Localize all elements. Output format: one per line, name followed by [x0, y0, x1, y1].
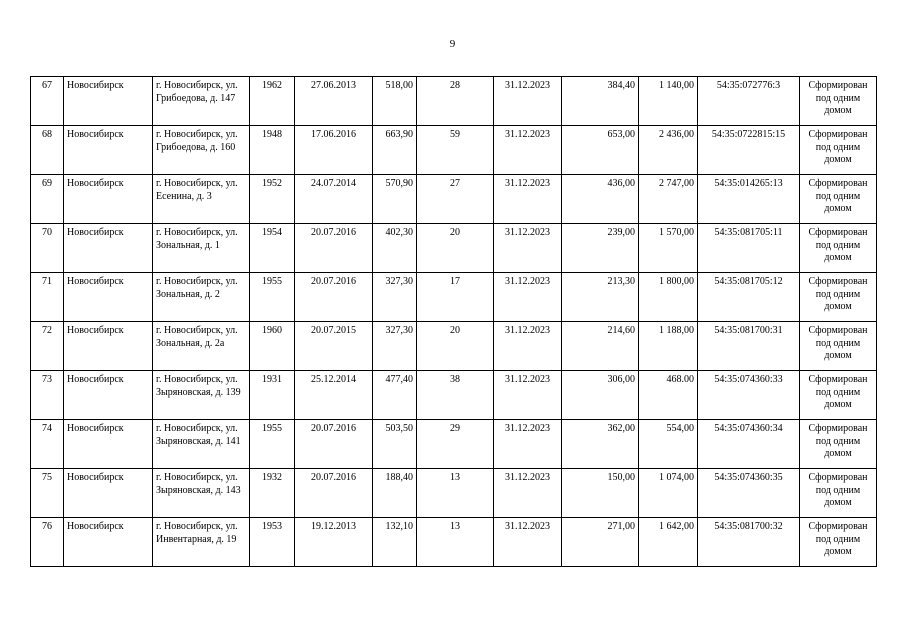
- cell-land-area: 1 570,00: [639, 224, 698, 273]
- cell-row-number: 69: [31, 175, 64, 224]
- cell-date: 27.06.2013: [295, 77, 373, 126]
- cell-cadastral-number: 54:35:0722815:15: [698, 126, 800, 175]
- cell-area: 518,00: [373, 77, 417, 126]
- cell-cadastral-number: 54:35:081705:12: [698, 273, 800, 322]
- cell-area: 327,30: [373, 273, 417, 322]
- cell-deadline-date: 31.12.2023: [494, 175, 562, 224]
- cell-year: 1955: [250, 420, 295, 469]
- cell-count: 28: [417, 77, 494, 126]
- page-number: 9: [449, 38, 456, 50]
- cell-cadastral-number: 54:35:074360:33: [698, 371, 800, 420]
- table-row: [31, 518, 877, 567]
- cell-cadastral-number: 54:35:072776:3: [698, 77, 800, 126]
- cell-deadline-date: 31.12.2023: [494, 469, 562, 518]
- table-row: [31, 371, 877, 420]
- cell-cadastral-number: 54:35:081705:11: [698, 224, 800, 273]
- cell-area-secondary: 214,60: [562, 322, 639, 371]
- cell-area: 570,90: [373, 175, 417, 224]
- cell-date: 20.07.2016: [295, 420, 373, 469]
- cell-count: 17: [417, 273, 494, 322]
- cell-land-area: 1 188,00: [639, 322, 698, 371]
- cell-address: г. Новосибирск, ул. Зыряновская, д. 141: [153, 420, 250, 469]
- cell-status: Сформирован под одним домом: [800, 322, 877, 371]
- cell-status: Сформирован под одним домом: [800, 126, 877, 175]
- cell-area-secondary: 362,00: [562, 420, 639, 469]
- cell-area-secondary: 436,00: [562, 175, 639, 224]
- cell-city: Новосибирск: [64, 77, 153, 126]
- cell-row-number: 68: [31, 126, 64, 175]
- housing-registry-table: [30, 76, 877, 567]
- cell-city: Новосибирск: [64, 518, 153, 567]
- cell-date: 24.07.2014: [295, 175, 373, 224]
- cell-year: 1932: [250, 469, 295, 518]
- cell-status: Сформирован под одним домом: [800, 518, 877, 567]
- cell-date: 25.12.2014: [295, 371, 373, 420]
- cell-cadastral-number: 54:35:014265:13: [698, 175, 800, 224]
- cell-year: 1953: [250, 518, 295, 567]
- cell-date: 20.07.2016: [295, 273, 373, 322]
- table-row: [31, 469, 877, 518]
- cell-deadline-date: 31.12.2023: [494, 518, 562, 567]
- cell-deadline-date: 31.12.2023: [494, 224, 562, 273]
- table-row: [31, 273, 877, 322]
- cell-area: 477,40: [373, 371, 417, 420]
- cell-count: 38: [417, 371, 494, 420]
- cell-year: 1954: [250, 224, 295, 273]
- cell-year: 1952: [250, 175, 295, 224]
- cell-area-secondary: 271,00: [562, 518, 639, 567]
- cell-status: Сформирован под одним домом: [800, 224, 877, 273]
- cell-status: Сформирован под одним домом: [800, 420, 877, 469]
- cell-date: 19.12.2013: [295, 518, 373, 567]
- cell-year: 1931: [250, 371, 295, 420]
- cell-address: г. Новосибирск, ул. Зыряновская, д. 143: [153, 469, 250, 518]
- cell-deadline-date: 31.12.2023: [494, 273, 562, 322]
- cell-city: Новосибирск: [64, 126, 153, 175]
- cell-date: 20.07.2016: [295, 224, 373, 273]
- cell-row-number: 70: [31, 224, 64, 273]
- cell-area-secondary: 384,40: [562, 77, 639, 126]
- cell-area-secondary: 213,30: [562, 273, 639, 322]
- table-row: [31, 175, 877, 224]
- cell-cadastral-number: 54:35:081700:31: [698, 322, 800, 371]
- cell-area-secondary: 653,00: [562, 126, 639, 175]
- table-row: [31, 77, 877, 126]
- cell-deadline-date: 31.12.2023: [494, 322, 562, 371]
- cell-row-number: 71: [31, 273, 64, 322]
- cell-area: 327,30: [373, 322, 417, 371]
- cell-status: Сформирован под одним домом: [800, 469, 877, 518]
- cell-area: 188,40: [373, 469, 417, 518]
- cell-deadline-date: 31.12.2023: [494, 77, 562, 126]
- table-row: [31, 126, 877, 175]
- cell-city: Новосибирск: [64, 224, 153, 273]
- cell-area: 503,50: [373, 420, 417, 469]
- cell-status: Сформирован под одним домом: [800, 371, 877, 420]
- cell-deadline-date: 31.12.2023: [494, 420, 562, 469]
- cell-address: г. Новосибирск, ул. Грибоедова, д. 160: [153, 126, 250, 175]
- cell-land-area: 2 436,00: [639, 126, 698, 175]
- cell-row-number: 72: [31, 322, 64, 371]
- cell-land-area: 1 074,00: [639, 469, 698, 518]
- cell-land-area: 2 747,00: [639, 175, 698, 224]
- table-row: [31, 322, 877, 371]
- cell-date: 17.06.2016: [295, 126, 373, 175]
- cell-area: 132,10: [373, 518, 417, 567]
- cell-year: 1962: [250, 77, 295, 126]
- cell-row-number: 67: [31, 77, 64, 126]
- cell-land-area: 468.00: [639, 371, 698, 420]
- cell-count: 13: [417, 469, 494, 518]
- cell-area-secondary: 239,00: [562, 224, 639, 273]
- cell-count: 27: [417, 175, 494, 224]
- cell-status: Сформирован под одним домом: [800, 273, 877, 322]
- cell-city: Новосибирск: [64, 273, 153, 322]
- cell-deadline-date: 31.12.2023: [494, 371, 562, 420]
- cell-area-secondary: 306,00: [562, 371, 639, 420]
- cell-status: Сформирован под одним домом: [800, 77, 877, 126]
- table-row: [31, 224, 877, 273]
- cell-city: Новосибирск: [64, 469, 153, 518]
- cell-address: г. Новосибирск, ул. Инвентарная, д. 19: [153, 518, 250, 567]
- cell-address: г. Новосибирск, ул. Зональная, д. 2: [153, 273, 250, 322]
- cell-count: 59: [417, 126, 494, 175]
- cell-land-area: 554,00: [639, 420, 698, 469]
- cell-area: 402,30: [373, 224, 417, 273]
- cell-count: 20: [417, 322, 494, 371]
- cell-row-number: 75: [31, 469, 64, 518]
- cell-land-area: 1 800,00: [639, 273, 698, 322]
- cell-count: 13: [417, 518, 494, 567]
- cell-city: Новосибирск: [64, 322, 153, 371]
- cell-city: Новосибирск: [64, 175, 153, 224]
- cell-area: 663,90: [373, 126, 417, 175]
- table-body: [31, 77, 877, 567]
- cell-row-number: 74: [31, 420, 64, 469]
- table-row: [31, 420, 877, 469]
- cell-status: Сформирован под одним домом: [800, 175, 877, 224]
- cell-date: 20.07.2016: [295, 469, 373, 518]
- cell-area-secondary: 150,00: [562, 469, 639, 518]
- cell-address: г. Новосибирск, ул. Грибоедова, д. 147: [153, 77, 250, 126]
- cell-address: г. Новосибирск, ул. Зональная, д. 2а: [153, 322, 250, 371]
- cell-year: 1955: [250, 273, 295, 322]
- cell-address: г. Новосибирск, ул. Есенина, д. 3: [153, 175, 250, 224]
- cell-row-number: 76: [31, 518, 64, 567]
- cell-year: 1948: [250, 126, 295, 175]
- cell-count: 29: [417, 420, 494, 469]
- cell-cadastral-number: 54:35:074360:34: [698, 420, 800, 469]
- cell-city: Новосибирск: [64, 420, 153, 469]
- cell-land-area: 1 140,00: [639, 77, 698, 126]
- cell-year: 1960: [250, 322, 295, 371]
- cell-cadastral-number: 54:35:081700:32: [698, 518, 800, 567]
- cell-date: 20.07.2015: [295, 322, 373, 371]
- cell-city: Новосибирск: [64, 371, 153, 420]
- cell-address: г. Новосибирск, ул. Зональная, д. 1: [153, 224, 250, 273]
- cell-deadline-date: 31.12.2023: [494, 126, 562, 175]
- cell-address: г. Новосибирск, ул. Зыряновская, д. 139: [153, 371, 250, 420]
- cell-cadastral-number: 54:35:074360:35: [698, 469, 800, 518]
- cell-row-number: 73: [31, 371, 64, 420]
- cell-land-area: 1 642,00: [639, 518, 698, 567]
- cell-count: 20: [417, 224, 494, 273]
